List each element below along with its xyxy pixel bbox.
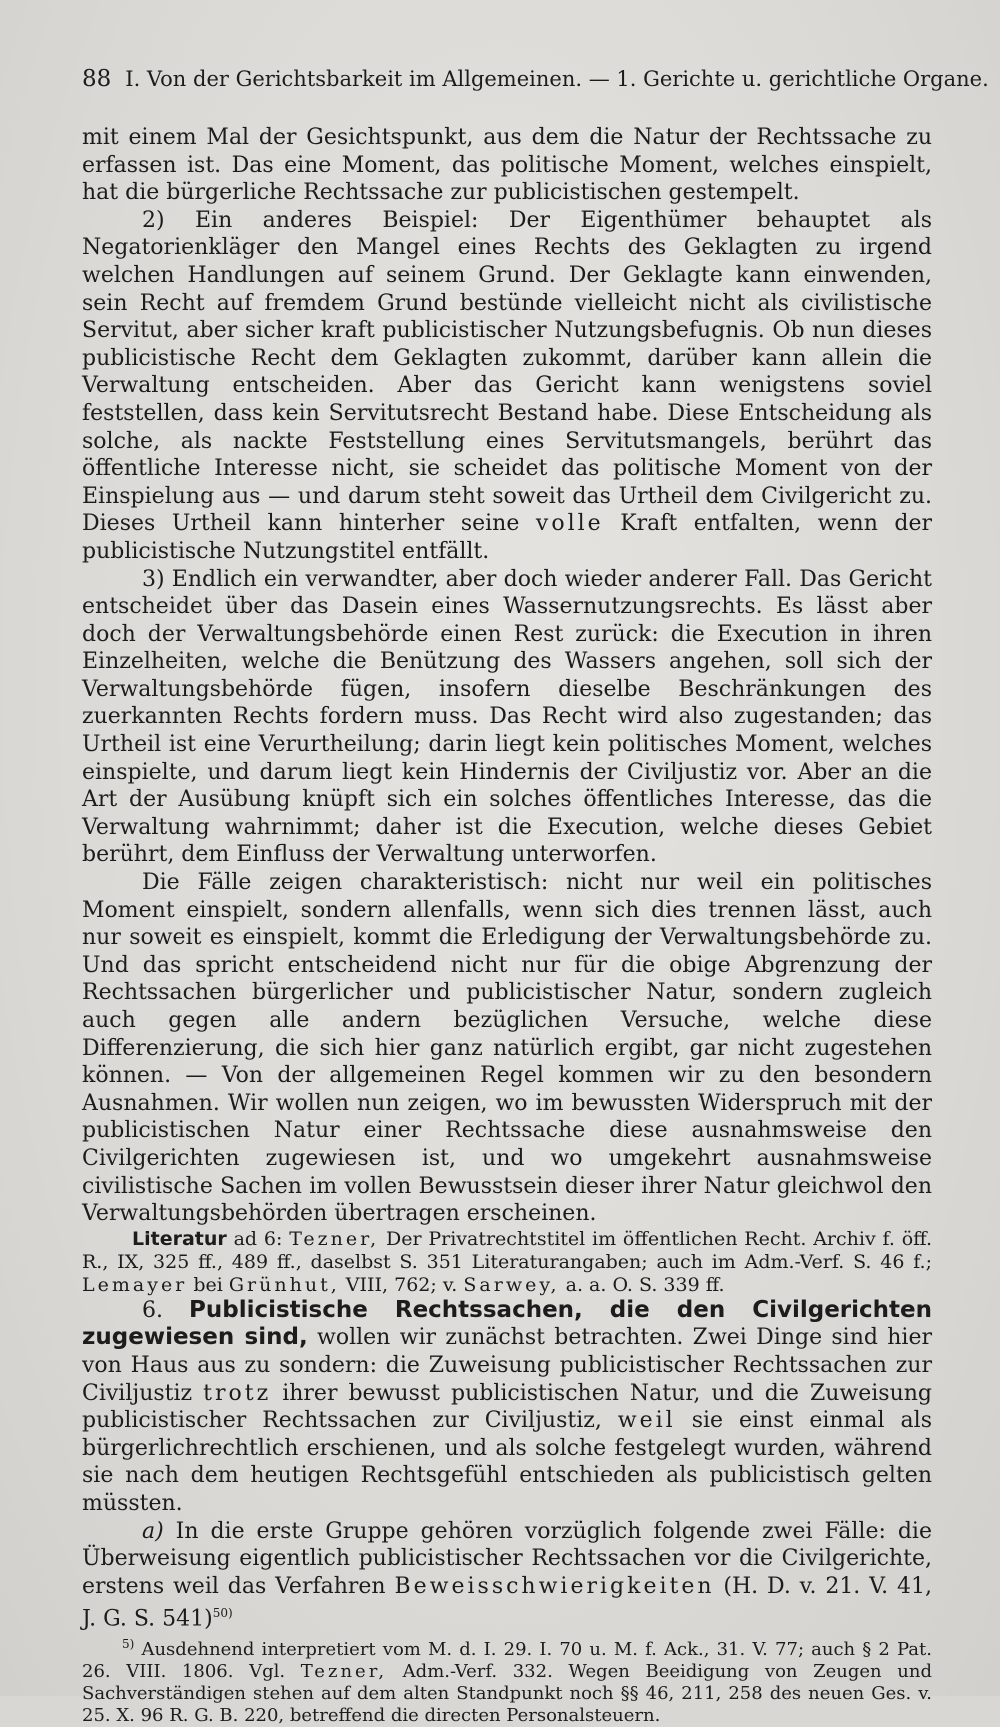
paragraph-2-text: 2) Ein anderes Beispiel: Der Eigenthümer behauptet als Negatorienkläger den Mangel eines Rechts des Geklagten zu irgend welchen Handlungen auf seinem Grund. Der Geklagte kann einwenden, sein Recht auf fremdem Grund bestünde vielleicht nicht als civilistische Servitut, aber sicher kraft publicistischer Nutzungsbefugnis. Ob nun dieses publicistische Recht dem Geklagten zukommt, darüber kann allein die Verwaltung entscheiden. Aber das Gericht kann wenigstens soviel feststellen, dass kein Servitutsrecht Bestand habe. Diese Entscheidung als solche, als nackte Feststellung eines Servitutsmangels, berührt das öffentliche Interesse nicht, sie scheidet das politische Moment von der Einspielung aus — und darum steht soweit das Urtheil dem Civilgericht zu. Dieses Urtheil kann hinterher seine (82, 207, 932, 537)
subsection-text: (H. D. v. 21. V. 41, J. G. S. 541) (82, 1573, 932, 1632)
section-text: ihrer bewusst publicistischen Natur, und die Zuweisung publicistischer Rechtssachen zur Civiljustiz, (82, 1380, 932, 1434)
section-a (82, 1518, 932, 1634)
spaced-emphasis: trotz (203, 1380, 272, 1406)
footnote-author: Tezner, (300, 1661, 388, 1683)
footnote-text: Ausdehnend interpretiert vom M. d. I. 29. I. 70 u. M. f. Ack., 31. V. 77; auch § 2 Pat. 26. VIII. 1806. Vgl. (82, 1639, 932, 1683)
paragraph-1: mit einem Mal der Gesichtspunkt, aus dem die Natur der Rechtssache zu erfassen ist. Das eine Moment, das politische Moment, welches einspielt, hat die bürgerliche Rechtssache zur publicistischen gestempelt. (82, 125, 932, 206)
section-text: wollen wir zunächst betrachten. Zwei Dinge sind hier von Haus aus zu sondern: die Zuweisung publicistischer Rechtssachen zur Civiljustiz (82, 1325, 933, 1406)
paragraph-example-2 (82, 207, 932, 566)
spaced-emphasis: volle (535, 511, 604, 537)
section-6 (82, 1297, 932, 1518)
literature-ref: ad 6: (233, 1227, 283, 1250)
running-title: I. Von der Gerichtsbarkeit im Allgemeinen. — 1. Gerichte u. gerichtliche Organe. (125, 67, 989, 91)
literature-text: VIII, 762; (345, 1273, 437, 1296)
footnote (82, 1633, 932, 1727)
literature-author: Grünhut, (228, 1273, 340, 1296)
subsection-text: In die erste Gruppe gehören vorzüglich folgende zwei Fälle: die Überweisung eigentlich publicistischer Rechtssachen vor die Civilgerichte, erstens weil das Verfahren (82, 1518, 932, 1599)
literature-label: Literatur (132, 1227, 227, 1250)
body-text (82, 124, 932, 1727)
literature-text: Der Privatrechtstitel im öffentlichen Recht. Archiv f. öff. R., IX, 325 ff., 489 ff., daselbst S. 351 Literaturangaben; auch im Adm.-Verf. S. 46 f.; (82, 1227, 933, 1273)
footnote-mark: 5) (122, 1637, 135, 1652)
page-number: 88 (82, 66, 112, 92)
literature-text: bei (193, 1273, 223, 1296)
literature-text: a. a. O. S. 339 ff. (565, 1273, 725, 1296)
subsection-label: a) (142, 1518, 164, 1544)
footnote-text: Adm.-Verf. 332. Wegen Beeidigung von Zeugen und Sachverständigen stehen auf dem alten Standpunkt noch §§ 46, 211, 258 des neuen Ges. v. 25. X. 96 R. G. B. 220, betreffend die directen Personalsteuern. (82, 1661, 932, 1727)
section-title: Publicistische Rechtssachen, die den Civilgerichten zugewiesen sind, (82, 1296, 932, 1351)
literature-note (82, 1228, 932, 1297)
spaced-emphasis: Beweisschwierigkeiten (394, 1573, 715, 1599)
literature-text: v. (442, 1273, 458, 1296)
section-number: 6. (142, 1297, 163, 1323)
literature-author: Lemayer (82, 1273, 188, 1296)
paragraph-example-3: 3) Endlich ein verwandter, aber doch wieder anderer Fall. Das Gericht entscheidet über das Dasein eines Wassernutzungsrechts. Es lässt aber doch der Verwaltungsbehörde einen Rest zurück: die Execution in ihren Einzelheiten, welche die Benützung des Wassers angehen, soll sich der Verwaltungsbehörde fügen, insofern dieselbe Beschränkungen des zuerkannten Rechts fordern muss. Das Recht wird also zugestanden; das Urtheil ist eine Verurtheilung; darin liegt kein politisches Moment, welches einspielte, und darum liegt kein Hindernis der Civiljustiz vor. Aber an die Art der Ausübung knüpft sich ein solches öffentliches Interesse, das die Verwaltung wahrnimmt; daher ist die Execution, welche dieses Gebiet berührt, dem Einfluss der Verwaltung unterworfen. (82, 566, 932, 868)
literature-author: Sarwey, (463, 1273, 560, 1296)
footnote-reference: 50) (212, 1606, 233, 1621)
paragraph-conclusion: Die Fälle zeigen charakteristisch: nicht nur weil ein politisches Moment einspielt, sondern allenfalls, wenn sich dies trennen lässt, auch nur soweit es einspielt, kommt die Erledigung der Verwaltungsbehörde zu. Und das spricht entscheidend nicht nur für die obige Abgrenzung der Rechtssachen bürgerlicher und publicistischer Natur, sondern zugleich auch gegen alle andern bezüglichen Versuche, welche diese Differenzierung, die sich hier ganz natürlich ergibt, gar nicht zugestehen können. — Von der allgemeinen Regel kommen wir zu den besondern Ausnahmen. Wir wollen nun zeigen, wo im bewussten Widerspruch mit der publicistischen Natur einer Rechtssache diese ausnahmsweise den Civilgerichten zugewiesen ist, und wo umgekehrt ausnahmsweise civilistische Sachen im vollen Bewusstsein dieser ihrer Natur gleichwol den Verwaltungsbehörden übertragen erscheinen. (82, 870, 932, 1227)
spaced-emphasis: weil (617, 1408, 676, 1434)
literature-author: Tezner, (289, 1227, 380, 1250)
running-header (82, 66, 989, 92)
paragraph-2-end: Kraft entfalten, wenn der publicistische Nutzungstitel entfällt. (82, 511, 933, 564)
section-text: sie einst einmal als bürgerlichrechtlich erschienen, und als solche festgelegt wurden, während sie nach dem heutigen Rechtsgefühl entschieden als publicistisch gelten müssten. (82, 1408, 932, 1516)
